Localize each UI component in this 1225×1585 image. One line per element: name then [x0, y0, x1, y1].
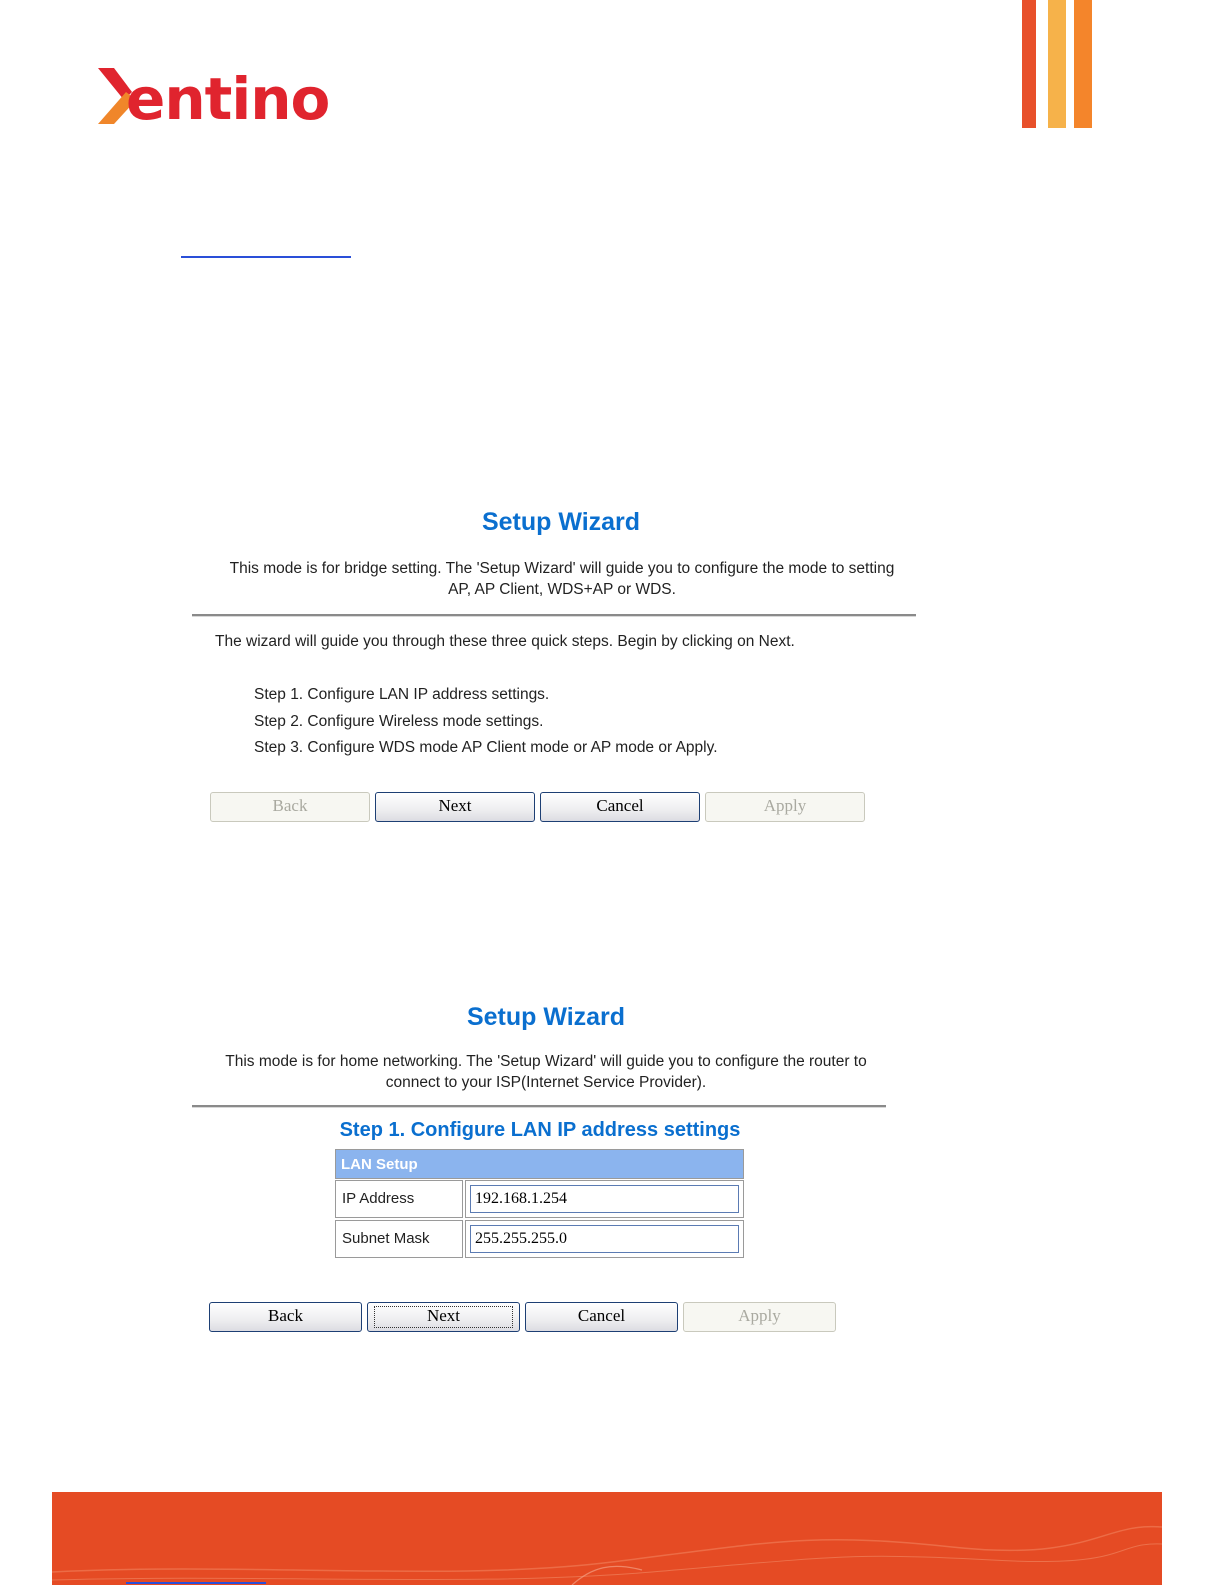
wizard2-divider — [192, 1105, 886, 1108]
focus-ring — [374, 1306, 513, 1328]
lan-setup-header: LAN Setup — [335, 1149, 744, 1179]
logo-wordmark: entino — [126, 65, 330, 128]
ip-address-cell — [465, 1180, 744, 1218]
wizard1-description — [192, 558, 932, 600]
subnet-mask-input[interactable]: 255.255.255.0 — [470, 1225, 739, 1253]
wizard2-desc-line2: connect to your ISP(Internet Service Provider). — [385, 1074, 707, 1091]
wizard2-description — [192, 1051, 900, 1093]
ip-address-label: IP Address — [335, 1180, 463, 1218]
wizard1-desc-line2: AP, AP Client, WDS+AP or WDS. — [448, 581, 676, 598]
wizard1-step3: Step 3. Configure WDS mode AP Client mode or AP mode or Apply. — [254, 739, 718, 756]
footer-link-underline[interactable] — [126, 1582, 266, 1584]
stripe-2 — [1048, 0, 1066, 128]
subnet-mask-cell — [465, 1220, 744, 1258]
decorative-stripes — [1022, 0, 1097, 128]
wizard2-next-button[interactable] — [367, 1302, 520, 1332]
wizard1-apply-button[interactable]: Apply — [705, 792, 865, 822]
wizard2-cancel-button[interactable]: Cancel — [525, 1302, 678, 1332]
footer-band — [52, 1492, 1162, 1585]
wizard1-title: Setup Wizard — [481, 508, 641, 536]
ip-address-input[interactable]: 192.168.1.254 — [470, 1185, 739, 1213]
wizard1-intro: The wizard will guide you through these three quick steps. Begin by clicking on Next. — [215, 633, 795, 650]
ip-address-row — [335, 1180, 744, 1218]
stripe-1 — [1022, 0, 1036, 128]
xentino-logo — [96, 62, 346, 128]
footer-wave-graphic — [52, 1492, 1162, 1585]
wizard2-step-title: Step 1. Configure LAN IP address settings — [339, 1119, 741, 1141]
hyperlink-underline[interactable] — [181, 256, 351, 258]
wizard1-step1: Step 1. Configure LAN IP address settings. — [254, 686, 550, 703]
subnet-mask-label: Subnet Mask — [335, 1220, 463, 1258]
wizard1-back-button[interactable]: Back — [210, 792, 370, 822]
stripe-3 — [1074, 0, 1092, 128]
wizard2-desc-line1: This mode is for home networking. The 'Setup Wizard' will guide you to configure the router to — [225, 1053, 867, 1070]
wizard2-title: Setup Wizard — [466, 1003, 626, 1031]
subnet-mask-row — [335, 1220, 744, 1258]
wizard2-back-button[interactable]: Back — [209, 1302, 362, 1332]
wizard1-step2: Step 2. Configure Wireless mode settings. — [254, 713, 544, 730]
lan-setup-table — [335, 1149, 744, 1247]
wizard1-divider — [192, 614, 916, 617]
wizard1-next-button[interactable]: Next — [375, 792, 535, 822]
wizard2-apply-button[interactable]: Apply — [683, 1302, 836, 1332]
wizard2-next-label: Next — [426, 1306, 461, 1325]
wizard1-cancel-button[interactable]: Cancel — [540, 792, 700, 822]
wizard1-desc-line1: This mode is for bridge setting. The 'Setup Wizard' will guide you to configure the mode to setting — [229, 560, 895, 577]
